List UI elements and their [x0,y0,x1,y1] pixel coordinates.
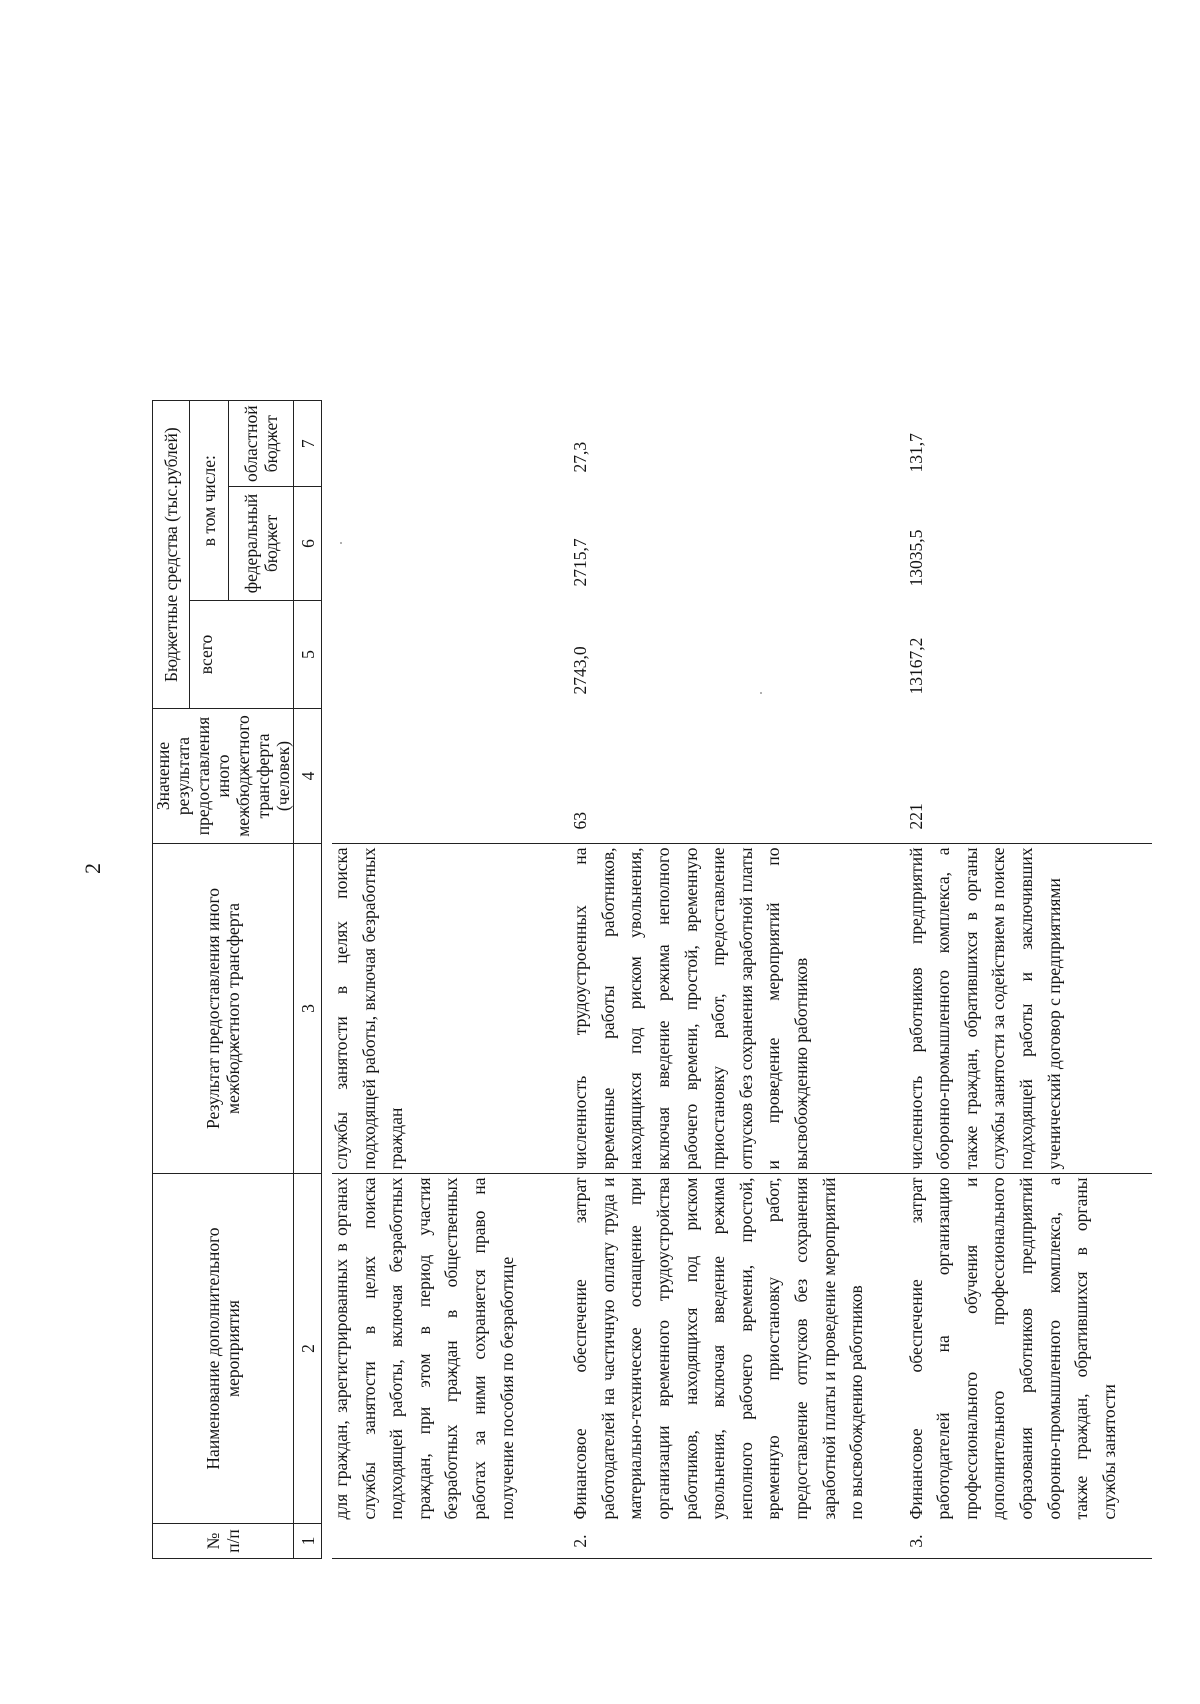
header-no: № п/п [153,1524,294,1559]
measure-result: численность работников предприятий оборонно-промышленного комплекса, а также граждан, обратившихся в органы службы занятости за содействием в поиске подходящей работы и заключивших ученический договор с предприятиями [905,847,1064,1170]
header-federal: федеральный бюджет [229,487,294,601]
budget-total: 2743,0 [570,646,591,695]
measure-result: численность трудоустроенных на временные работы работников, находящихся под риском увольнения, включая введение режима неполного рабочего времени, простой, временную приостановку работ, предоставление отпусков без сохранения заработной платы и проведение мероприятий по высвобождению работников [570,847,811,1170]
budget-federal: 2715,7 [570,538,591,587]
header-result: Результат предоставления иного межбюджетного трансферта [153,844,294,1174]
header-budget: Бюджетные средства (тыс.рублей) [153,401,190,709]
col-number: 2 [294,1174,322,1524]
scan-speck [760,692,762,694]
measure-name: Финансовое обеспечение затрат работодателей на частичную оплату труда и материально-техническое оснащение при организации временного трудоустройства работников, находящихся под риском увольнения, включая введение режима неполного рабочего времени, простой, временную приостановку работ, предоставление отпусков без сохранения заработной платы и проведение мероприятий по высвобождению работников [570,1177,867,1520]
row-number [322,1524,562,1559]
budget-regional [322,401,562,487]
col-number: 4 [294,709,322,844]
measure-result: службы занятости в целях поиска подходящей работы, включая безработных граждан [331,847,407,1170]
col-number: 1 [294,1524,322,1559]
header-name: Наименование дополнительного мероприятия [153,1174,294,1524]
header-value: Значение результата предоставления иного межбюджетного трансферта (человек) [153,709,294,844]
page-number: 2 [80,863,105,874]
scan-speck [340,542,342,544]
budget-table [152,400,1127,1559]
row-number: 3. [905,1534,926,1548]
row-number: 2. [570,1534,591,1548]
budget-total [322,601,562,709]
header-total: всего [190,601,294,709]
result-value [322,709,562,844]
col-number: 5 [294,601,322,709]
result-value: 221 [905,803,926,830]
table-row [561,401,897,1559]
col-number: 3 [294,844,322,1174]
column-divider [332,843,1152,844]
header-including: в том числе: [190,401,229,601]
measure-name: Финансовое обеспечение затрат работодателей на организацию профессионального обучения и дополнительного профессионального образования работников предприятий оборонно-промышленного комплекса, а также граждан, обратившихся в органы службы занятости [905,1177,1119,1520]
budget-regional: 131,7 [905,433,926,473]
col-number: 6 [294,487,322,601]
result-value: 63 [570,812,591,830]
budget-regional: 27,3 [570,441,591,473]
column-divider [332,1173,1152,1174]
measure-name: для граждан, зарегистрированных в органах службы занятости в целях поиска подходящей работы, включая безработных граждан, при этом в период участия безработных граждан в общественных работах за ними сохраняется право на получение пособия по безработице [331,1177,517,1520]
col-number: 7 [294,401,322,487]
budget-total: 13167,2 [905,637,926,695]
table-row [322,401,562,1559]
header-regional: областной бюджет [229,401,294,487]
body-border-left [332,1558,1152,1559]
budget-federal: 13035,5 [905,529,926,587]
budget-federal [322,487,562,601]
table-row [897,401,1128,1559]
